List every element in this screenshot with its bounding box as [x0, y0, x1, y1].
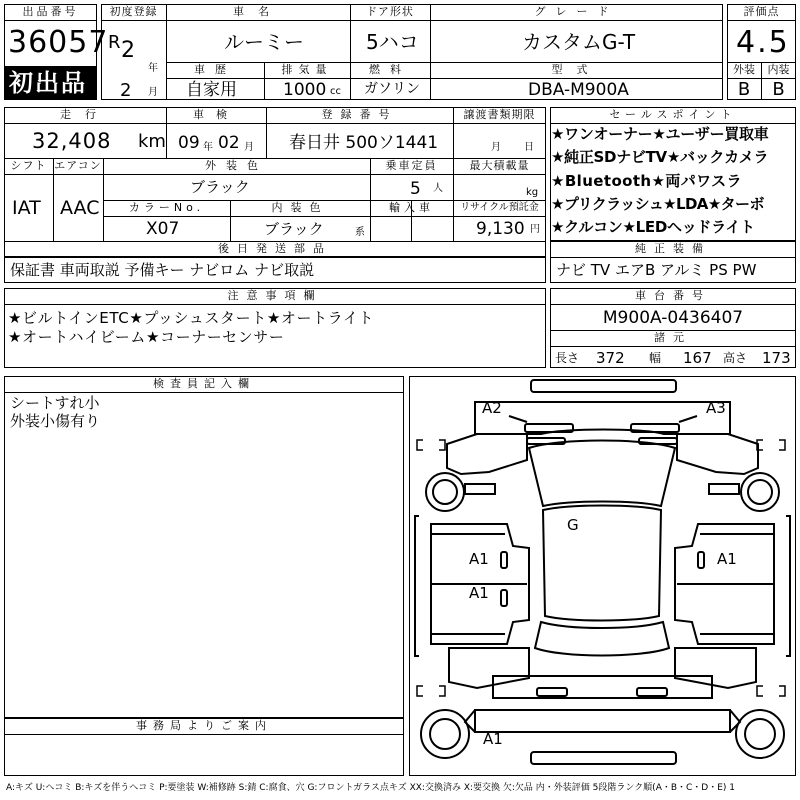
inspector-label: 検査員記入欄 [153, 377, 255, 390]
door-label: ドア形状 [366, 5, 414, 18]
era-year: 2 [121, 38, 135, 63]
inspection-year-unit: 年 [203, 142, 213, 153]
fuel-label: 燃料 [369, 63, 411, 76]
interior-label: 内装 [767, 63, 790, 76]
plate-label: 登録番号 [321, 108, 398, 121]
person-unit: 人 [433, 183, 443, 194]
sales-point-1: ★ワンオーナー★ユーザー買取車 [551, 125, 769, 143]
capacity: 5 [410, 179, 421, 199]
inspection-month-unit: 月 [244, 142, 254, 153]
chassis-label: 車台番号 [635, 289, 711, 302]
office-label: 事務局よりご案内 [136, 719, 272, 732]
deadline-month-unit: 月 [491, 142, 501, 153]
notes-line-2: ★オートハイビーム★コーナーセンサー [8, 328, 285, 346]
plate-number: 春日井 500ソ1441 [289, 133, 439, 153]
deadline-day-unit: 日 [524, 142, 534, 153]
shift-label: シフト [10, 159, 47, 172]
overall-score: 4.5 [736, 25, 790, 60]
displacement: 1000 [283, 80, 327, 100]
mileage-label: 走行 [60, 108, 110, 121]
import-label: 輸入車 [389, 201, 434, 214]
max-load-label: 最大積載量 [469, 159, 530, 172]
yen-unit: 円 [530, 224, 540, 235]
first-listing-text: 初出品 [9, 69, 87, 97]
grade-label: グレード [534, 5, 619, 18]
height-label: 高さ [723, 351, 748, 365]
lot-number-label: 出品番号 [22, 5, 79, 18]
month-unit: 月 [148, 87, 158, 98]
length: 372 [596, 349, 625, 367]
car-name-label: 車名 [233, 5, 283, 18]
color-number: X07 [146, 219, 180, 239]
mark-right-front-door: A1 [717, 550, 737, 568]
sales-point-3: ★Bluetooth★両パワスラ [551, 172, 742, 190]
recycle-label: リサイクル預託金 [460, 202, 539, 213]
notes-line-1: ★ビルトインETC★プッシュスタート★オートライト [8, 309, 375, 327]
inspection-year: 09 [178, 133, 200, 153]
sales-point-4: ★プリクラッシュ★LDA★ターボ [551, 195, 764, 213]
era-letter: R [108, 32, 121, 53]
displacement-label: 排気量 [281, 63, 333, 76]
specs-label: 諸元 [654, 331, 692, 344]
inspector-line-2: 外装小傷有り [10, 412, 101, 430]
sales-points-label: セールスポイント [609, 108, 737, 121]
inspector-line-1: シートすれ小 [10, 394, 100, 412]
damage-legend: A:キズ U:ヘコミ B:キズを伴うヘコミ P:要塗装 W:補修跡 S:錆 C:腐食、穴 G:フロントガラス点キズ XX:交換済み X:要交換 欠:欠品 内・外装評価 5段階ランク順(A・B・C・D・E) 1 [6, 783, 736, 793]
std-equipment-label: 純正装備 [635, 242, 711, 255]
color-no-label: カラーNo. [128, 201, 205, 214]
aircon-label: エアコン [54, 159, 102, 172]
sales-point-5: ★クルコン★LEDヘッドライト [551, 218, 755, 236]
width-label: 幅 [649, 351, 662, 365]
cc-unit: cc [330, 86, 341, 97]
later-parts: 保証書 車両取説 予備キー ナビロム ナビ取説 [10, 261, 315, 279]
recycle-deposit: 9,130 [476, 219, 525, 239]
mark-rear: A1 [483, 730, 503, 748]
first-reg-label: 初度登録 [109, 5, 158, 18]
exterior-grade: B [737, 79, 751, 100]
year-unit: 年 [148, 63, 158, 74]
mark-left-rear-door: A1 [469, 584, 489, 602]
aircon: AAC [60, 197, 100, 219]
fuel: ガソリン [364, 81, 420, 97]
vehicle-history: 自家用 [186, 80, 237, 100]
std-equipment: ナビ TV エアB アルミ PS PW [556, 261, 757, 279]
exterior-label: 外装 [733, 63, 755, 76]
length-label: 長さ [555, 351, 580, 365]
mark-front-left: A2 [482, 399, 502, 417]
exterior-color: ブラック [190, 178, 250, 196]
model-code: DBA-M900A [528, 80, 629, 100]
interior-color: ブラック [264, 220, 324, 238]
car-name: ルーミー [224, 30, 304, 54]
history-label: 車歴 [194, 63, 236, 76]
lot-number: 36057 [8, 25, 109, 60]
notes-label: 注意事項欄 [227, 289, 323, 302]
kg-unit: kg [526, 187, 539, 198]
score-label: 評価点 [743, 5, 780, 18]
kei-unit: 系 [355, 227, 365, 238]
chassis-number: M900A-0436407 [602, 308, 744, 328]
mileage: 32,408 [32, 129, 112, 153]
km-unit: km [138, 131, 166, 152]
capacity-label: 乗車定員 [385, 159, 438, 172]
grade: カスタムG-T [522, 30, 636, 54]
deadline-label: 譲渡書類期限 [463, 108, 536, 121]
later-parts-label: 後日発送部品 [218, 242, 332, 255]
shift: IAT [12, 197, 41, 219]
interior-grade: B [772, 79, 785, 100]
mark-roof: G [567, 516, 579, 534]
mark-left-front-door: A1 [469, 550, 489, 568]
inspection-label: 車検 [193, 108, 239, 121]
model-code-label: 型式 [551, 63, 602, 76]
mark-front-right: A3 [706, 399, 726, 417]
width: 167 [683, 349, 712, 367]
inspection-month: 02 [218, 133, 240, 153]
reg-month: 2 [120, 80, 132, 101]
int-color-label: 内装色 [271, 201, 329, 214]
height: 173 [762, 349, 791, 367]
door-type: 5ハコ [366, 30, 419, 54]
sales-point-2: ★純正SDナビTV★バックカメラ [551, 148, 769, 166]
car-damage-diagram [409, 376, 796, 776]
ext-color-label: 外装色 [205, 159, 268, 172]
